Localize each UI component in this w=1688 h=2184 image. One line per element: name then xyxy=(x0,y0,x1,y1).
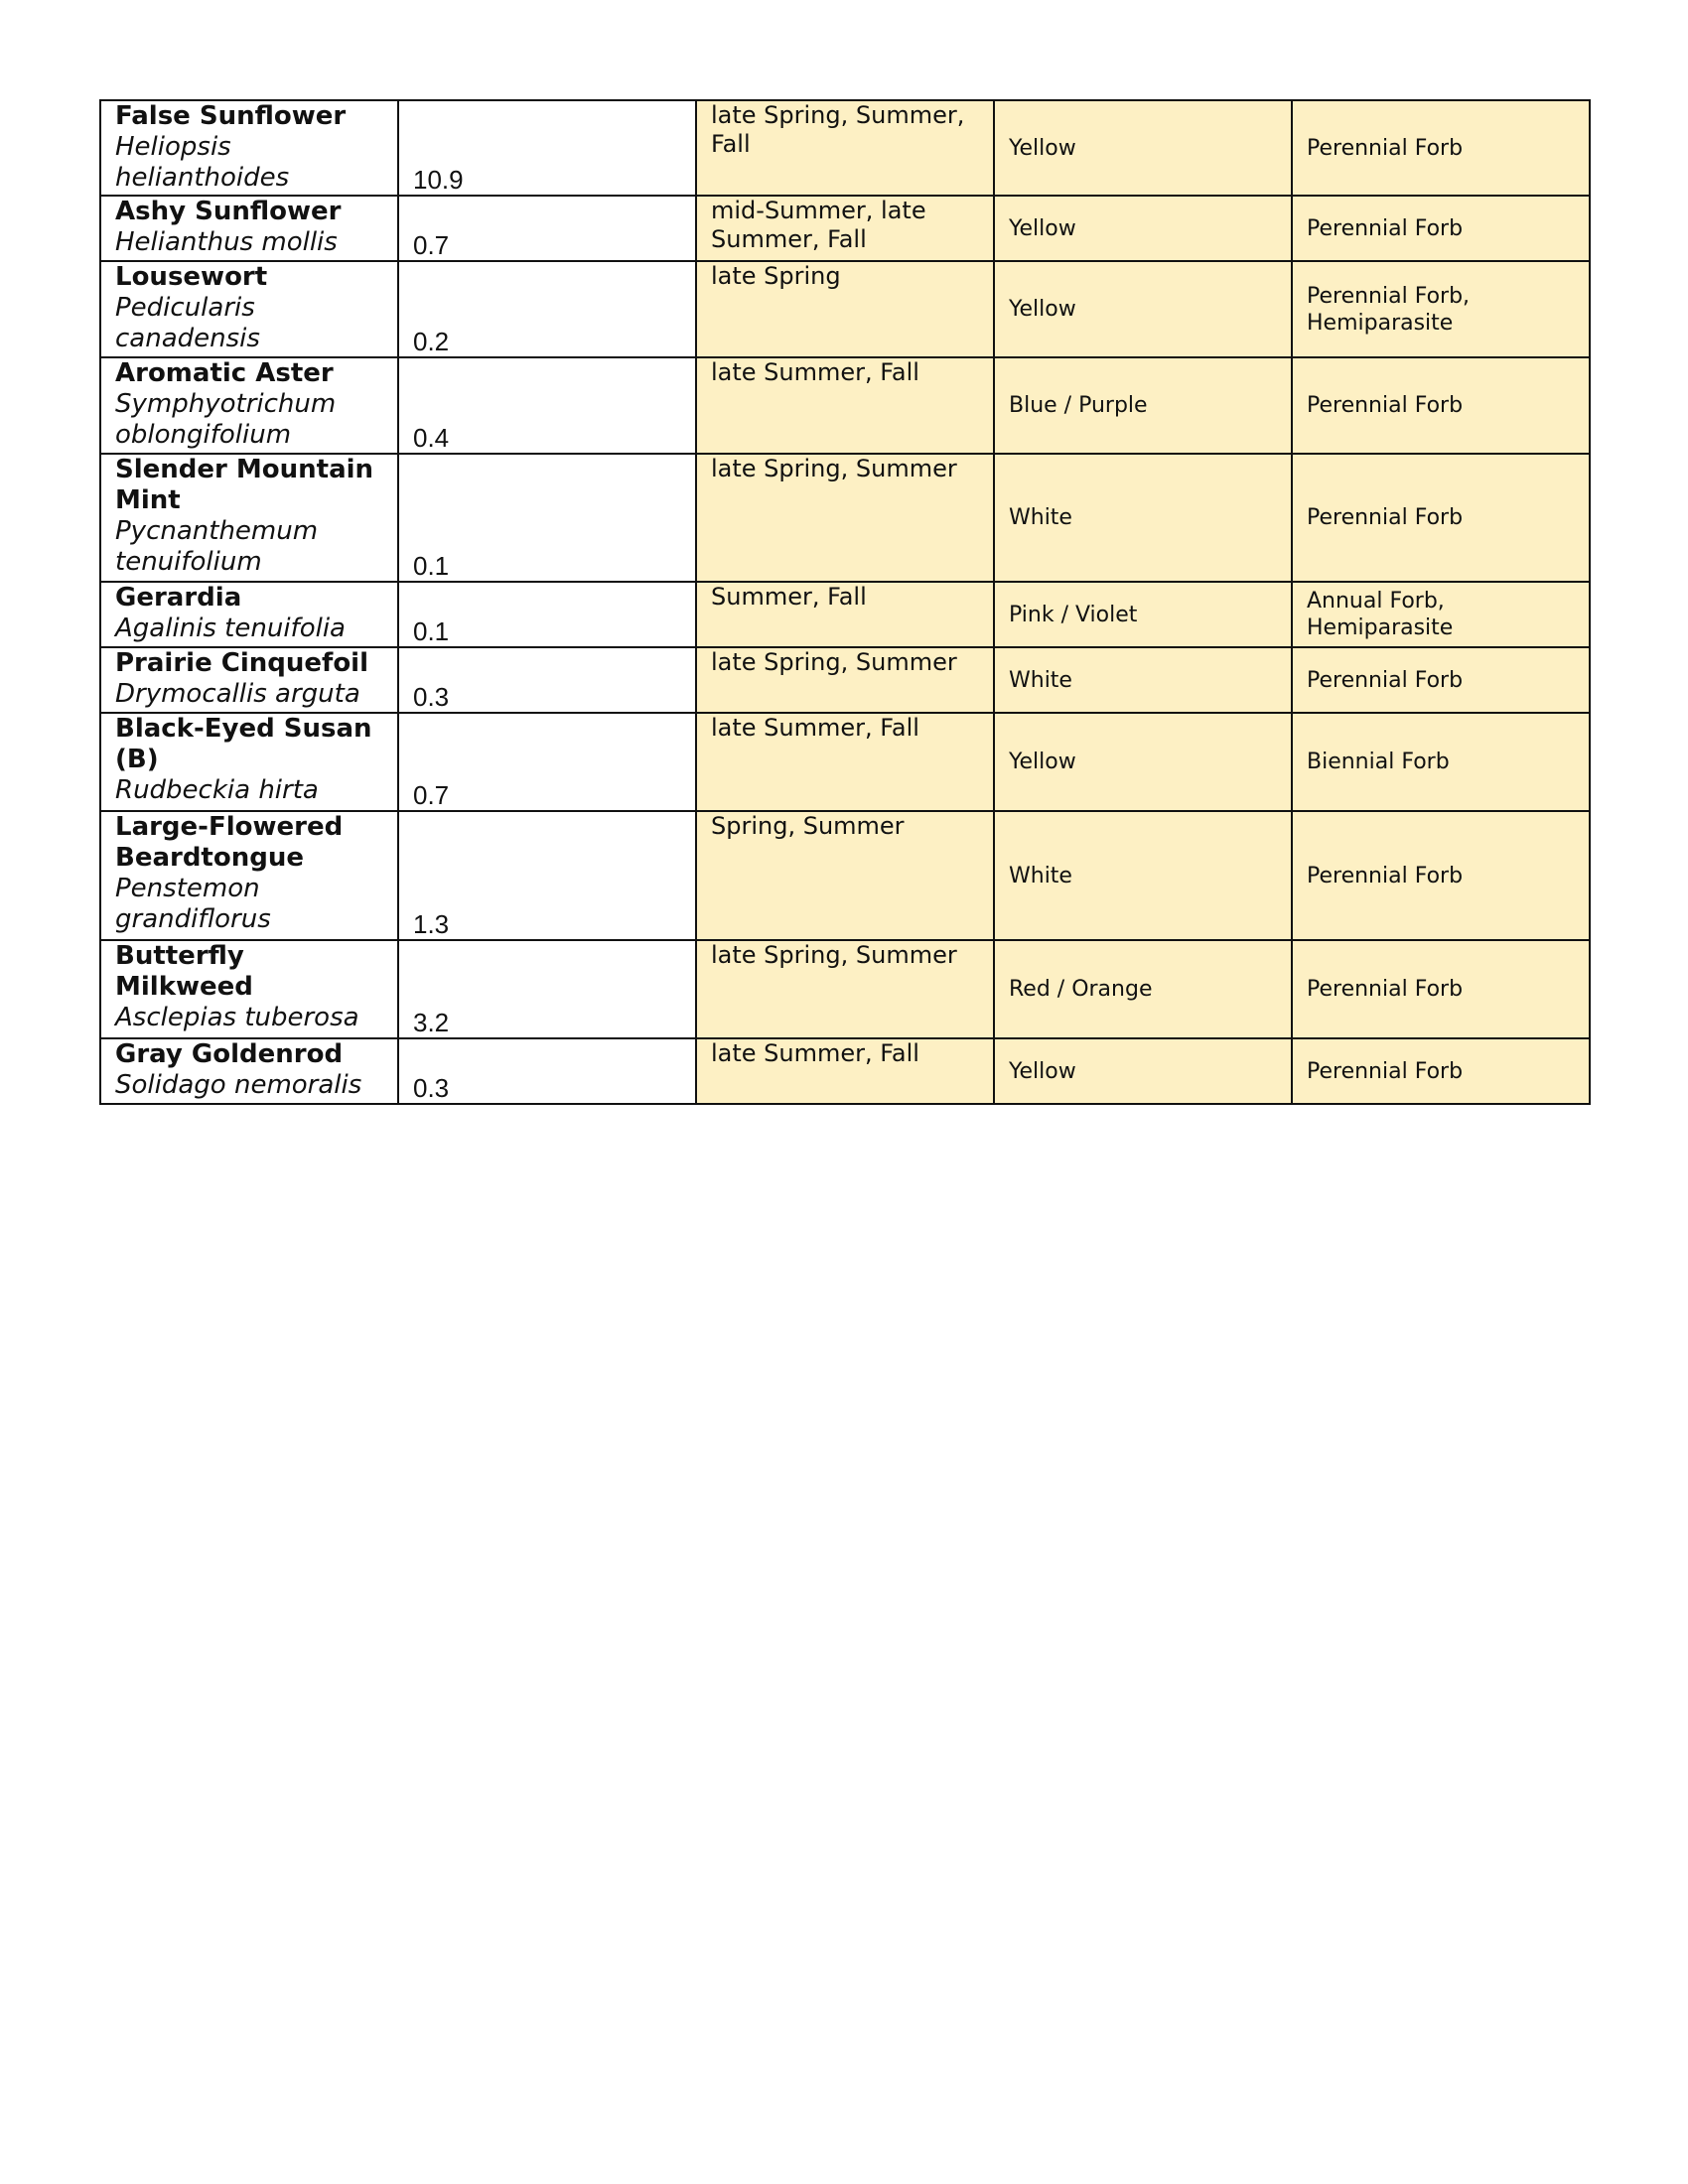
common-name: Lousewort xyxy=(115,262,268,292)
flower-color: White xyxy=(994,811,1292,940)
plant-type: Perennial Forb xyxy=(1292,100,1590,196)
species-name-cell xyxy=(100,454,398,582)
plant-type: Perennial Forb xyxy=(1292,196,1590,261)
plant-type: Biennial Forb xyxy=(1292,713,1590,811)
seed-value: 10.9 xyxy=(398,100,696,196)
plant-type: Perennial Forb, Hemiparasite xyxy=(1292,261,1590,357)
table-row xyxy=(100,940,1590,1038)
seed-value: 0.4 xyxy=(398,357,696,454)
bloom-time: late Spring, Summer xyxy=(696,454,994,582)
seed-value: 0.2 xyxy=(398,261,696,357)
common-name: Ashy Sunflower xyxy=(115,197,342,226)
scientific-name: Helianthus mollis xyxy=(115,227,338,257)
flower-color: White xyxy=(994,647,1292,713)
seed-value: 1.3 xyxy=(398,811,696,940)
species-name-cell xyxy=(100,582,398,647)
common-name: Butterfly Milkweed xyxy=(115,941,253,1002)
plant-type: Perennial Forb xyxy=(1292,811,1590,940)
table-row xyxy=(100,357,1590,454)
bloom-time: late Spring xyxy=(696,261,994,357)
scientific-name: Drymocallis arguta xyxy=(115,679,360,709)
flower-color: Yellow xyxy=(994,196,1292,261)
common-name: Slender Mountain Mint xyxy=(115,455,374,515)
bloom-time: Spring, Summer xyxy=(696,811,994,940)
plant-type: Perennial Forb xyxy=(1292,940,1590,1038)
scientific-name: Agalinis tenuifolia xyxy=(115,614,346,643)
table-row xyxy=(100,100,1590,196)
bloom-time: late Summer, Fall xyxy=(696,357,994,454)
bloom-time: Summer, Fall xyxy=(696,582,994,647)
scientific-name: Solidago nemoralis xyxy=(115,1070,362,1100)
bloom-time: late Spring, Summer, Fall xyxy=(696,100,994,196)
common-name: Large-Flowered Beardtongue xyxy=(115,812,344,873)
plant-type: Perennial Forb xyxy=(1292,647,1590,713)
plant-type: Perennial Forb xyxy=(1292,454,1590,582)
common-name: Gray Goldenrod xyxy=(115,1039,344,1069)
species-name-cell xyxy=(100,196,398,261)
table-body xyxy=(100,100,1590,1104)
seed-value: 0.7 xyxy=(398,196,696,261)
scientific-name: Rudbeckia hirta xyxy=(115,775,319,805)
table-row xyxy=(100,647,1590,713)
flower-color: Red / Orange xyxy=(994,940,1292,1038)
table-row xyxy=(100,713,1590,811)
scientific-name: Pycnanthemum tenuifolium xyxy=(115,516,319,577)
flower-color: Yellow xyxy=(994,261,1292,357)
plant-type: Perennial Forb xyxy=(1292,357,1590,454)
bloom-time: late Spring, Summer xyxy=(696,940,994,1038)
species-name-cell xyxy=(100,647,398,713)
seed-value: 3.2 xyxy=(398,940,696,1038)
plant-type: Perennial Forb xyxy=(1292,1038,1590,1104)
seed-value: 0.3 xyxy=(398,1038,696,1104)
flower-color: Yellow xyxy=(994,713,1292,811)
bloom-time: late Spring, Summer xyxy=(696,647,994,713)
table-row xyxy=(100,582,1590,647)
table-row xyxy=(100,454,1590,582)
flower-color: Yellow xyxy=(994,1038,1292,1104)
flower-color: Pink / Violet xyxy=(994,582,1292,647)
scientific-name: Pedicularis canadensis xyxy=(115,293,260,353)
species-name-cell xyxy=(100,940,398,1038)
seed-value: 0.1 xyxy=(398,454,696,582)
table-row xyxy=(100,261,1590,357)
common-name: Gerardia xyxy=(115,583,242,613)
table-row xyxy=(100,1038,1590,1104)
scientific-name: Asclepias tuberosa xyxy=(115,1003,359,1032)
bloom-time: late Summer, Fall xyxy=(696,1038,994,1104)
seed-value: 0.1 xyxy=(398,582,696,647)
plant-species-table xyxy=(99,99,1591,1105)
species-name-cell xyxy=(100,100,398,196)
seed-value: 0.7 xyxy=(398,713,696,811)
flower-color: White xyxy=(994,454,1292,582)
table-row xyxy=(100,811,1590,940)
common-name: Black-Eyed Susan (B) xyxy=(115,714,372,774)
common-name: False Sunflower xyxy=(115,101,347,131)
scientific-name: Symphyotrichum oblongifolium xyxy=(115,389,337,450)
plant-type: Annual Forb, Hemiparasite xyxy=(1292,582,1590,647)
table-row xyxy=(100,196,1590,261)
scientific-name: Heliopsis helianthoides xyxy=(115,132,290,193)
species-name-cell xyxy=(100,811,398,940)
species-name-cell xyxy=(100,357,398,454)
common-name: Aromatic Aster xyxy=(115,358,334,388)
species-name-cell xyxy=(100,1038,398,1104)
species-name-cell xyxy=(100,713,398,811)
species-name-cell xyxy=(100,261,398,357)
bloom-time: mid-Summer, late Summer, Fall xyxy=(696,196,994,261)
flower-color: Blue / Purple xyxy=(994,357,1292,454)
scientific-name: Penstemon grandiflorus xyxy=(115,874,271,934)
flower-color: Yellow xyxy=(994,100,1292,196)
seed-value: 0.3 xyxy=(398,647,696,713)
common-name: Prairie Cinquefoil xyxy=(115,648,369,678)
bloom-time: late Summer, Fall xyxy=(696,713,994,811)
